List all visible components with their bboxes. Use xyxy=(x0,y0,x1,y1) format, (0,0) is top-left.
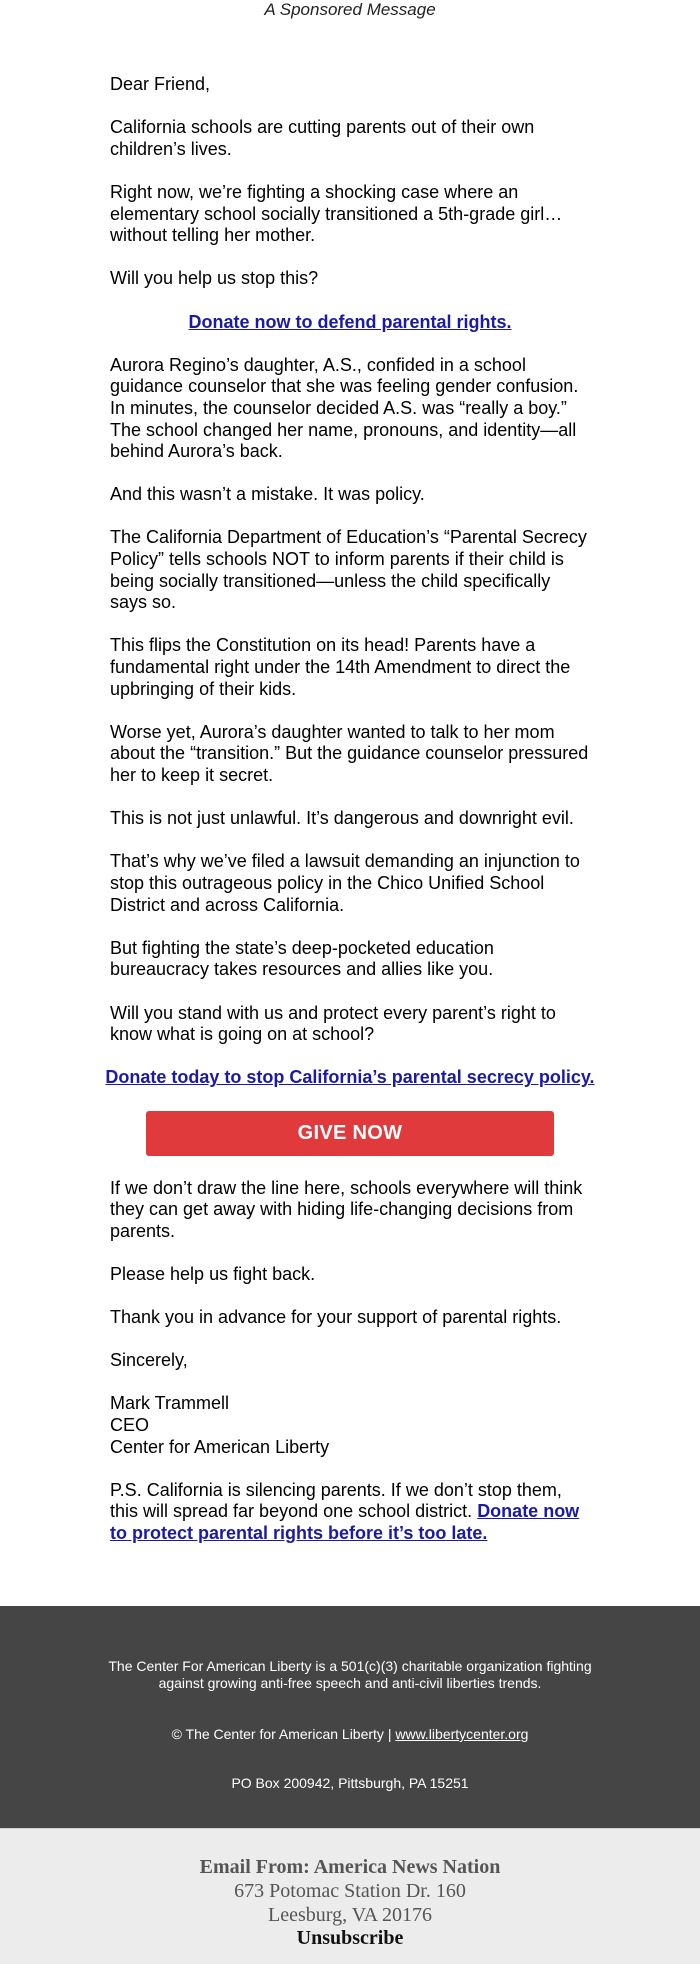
org-footer xyxy=(0,1606,700,1828)
paragraph: Please help us fight back. xyxy=(110,1263,316,1284)
paragraph: This is not just unlawful. It’s dangerous and downright evil. xyxy=(110,808,574,829)
sender-name: Email From: America News Nation xyxy=(199,1856,501,1878)
postscript-text: P.S. California is silencing parents. If we don’t stop them, this will spread far beyond one school district. xyxy=(110,1479,562,1522)
paragraph: Will you stand with us and protect every parent’s right to know what is going on at school? xyxy=(110,1002,556,1045)
signature xyxy=(110,1393,590,1458)
website-link[interactable]: www.libertycenter.org xyxy=(395,1726,529,1742)
donate-link-1[interactable]: Donate now to defend parental rights. xyxy=(188,311,512,332)
paragraph: Right now, we’re fighting a shocking case where an elementary school socially transitioned a 5th-grade girl… without telling her mother. xyxy=(110,181,563,246)
signature-org: Center for American Liberty xyxy=(110,1436,330,1457)
cta-1 xyxy=(102,312,598,334)
letter-body xyxy=(105,74,595,1566)
paragraph: Worse yet, Aurora’s daughter wanted to talk to her mom about the “transition.” But the guidance counselor pressured her to keep it secret. xyxy=(110,721,589,785)
closing: Sincerely, xyxy=(110,1350,188,1371)
signature-title: CEO xyxy=(110,1415,150,1436)
copyright-line xyxy=(0,1726,700,1743)
signature-name: Mark Trammell xyxy=(110,1393,230,1414)
paragraph: If we don’t draw the line here, schools everywhere will think they can get away with hiding life-changing decisions from parents. xyxy=(110,1177,583,1241)
paragraph: The California Department of Education’s “Parental Secrecy Policy” tells schools NOT to inform parents if their child is being socially transitioned—unless the child specifically says so. xyxy=(110,527,587,613)
greeting: Dear Friend, xyxy=(110,74,211,94)
cta-2 xyxy=(102,1067,598,1089)
give-now-button[interactable]: GIVE NOW xyxy=(146,1111,554,1156)
paragraph: Will you help us stop this? xyxy=(110,268,319,289)
unsubscribe-link[interactable]: Unsubscribe xyxy=(296,1927,404,1949)
sender-footer xyxy=(0,1828,700,1964)
paragraph: Aurora Regino’s daughter, A.S., confided in a school guidance counselor that she was feeling gender confusion. In minutes, the counselor decided A.S. was “really a boy.” The school changed her name, pronouns, and identity—all behind Aurora’s back. xyxy=(110,354,579,462)
paragraph: California schools are cutting parents out of their own children’s lives. xyxy=(110,117,535,159)
donate-link-2[interactable]: Donate today to stop California’s parental secrecy policy. xyxy=(105,1067,595,1088)
sponsored-label: A Sponsored Message xyxy=(264,0,436,19)
paragraph: And this wasn’t a mistake. It was policy. xyxy=(110,484,425,505)
paragraph: That’s why we’ve filed a lawsuit demanding an injunction to stop this outrageous policy in the Chico Unified School District and across California. xyxy=(110,851,580,915)
paragraph: But fighting the state’s deep-pocketed education bureaucracy takes resources and allies like you. xyxy=(110,937,494,980)
org-address: PO Box 200942, Pittsburgh, PA 15251 xyxy=(231,1775,469,1791)
paragraph: Thank you in advance for your support of parental rights. xyxy=(110,1307,562,1328)
org-description: The Center For American Liberty is a 501(c)(3) charitable organization fighting against growing anti-free speech and anti-civil liberties trends. xyxy=(108,1658,592,1691)
postscript xyxy=(110,1480,590,1545)
sender-street: 673 Potomac Station Dr. 160 xyxy=(234,1880,466,1902)
sender-city: Leesburg, VA 20176 xyxy=(268,1904,432,1926)
paragraph: This flips the Constitution on its head! Parents have a fundamental right under the 14th Amendment to direct the upbringing of their kids. xyxy=(110,635,571,699)
copyright-text: © The Center for American Liberty | xyxy=(171,1726,396,1742)
donate-link-ps[interactable]: Donate now to protect parental rights before it’s too late. xyxy=(110,1501,580,1543)
